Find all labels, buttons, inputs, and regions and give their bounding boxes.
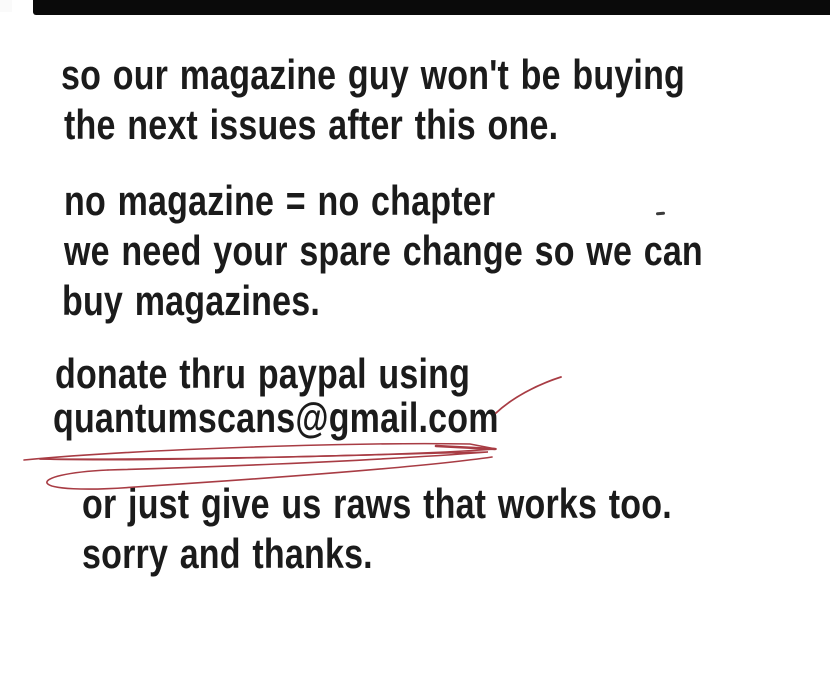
notice-line-email: quantumscans@gmail.com xyxy=(53,395,499,442)
notice-line-2: the next issues after this one. xyxy=(64,102,559,149)
notice-line-9: sorry and thanks. xyxy=(82,531,373,578)
top-border-bar xyxy=(33,0,830,15)
red-scribble-underline-stroke-1 xyxy=(24,444,496,460)
notice-line-6: donate thru paypal using xyxy=(55,351,471,398)
notice-line-4: we need your spare change so we can xyxy=(64,228,703,275)
notice-line-8: or just give us raws that works too. xyxy=(82,481,672,528)
notice-line-5: buy magazines. xyxy=(62,278,320,325)
red-swoosh-mark xyxy=(496,377,561,413)
red-scribble-underline-stroke-2 xyxy=(40,449,496,459)
stray-dash-mark xyxy=(656,212,665,216)
notice-line-1: so our magazine guy won't be buying xyxy=(61,52,686,99)
corner-scan-artifact xyxy=(0,0,12,12)
red-scribble-underline-stroke-3 xyxy=(40,452,488,470)
notice-line-3: no magazine = no chapter xyxy=(64,178,496,225)
red-scribble-underline-tip xyxy=(436,446,495,449)
